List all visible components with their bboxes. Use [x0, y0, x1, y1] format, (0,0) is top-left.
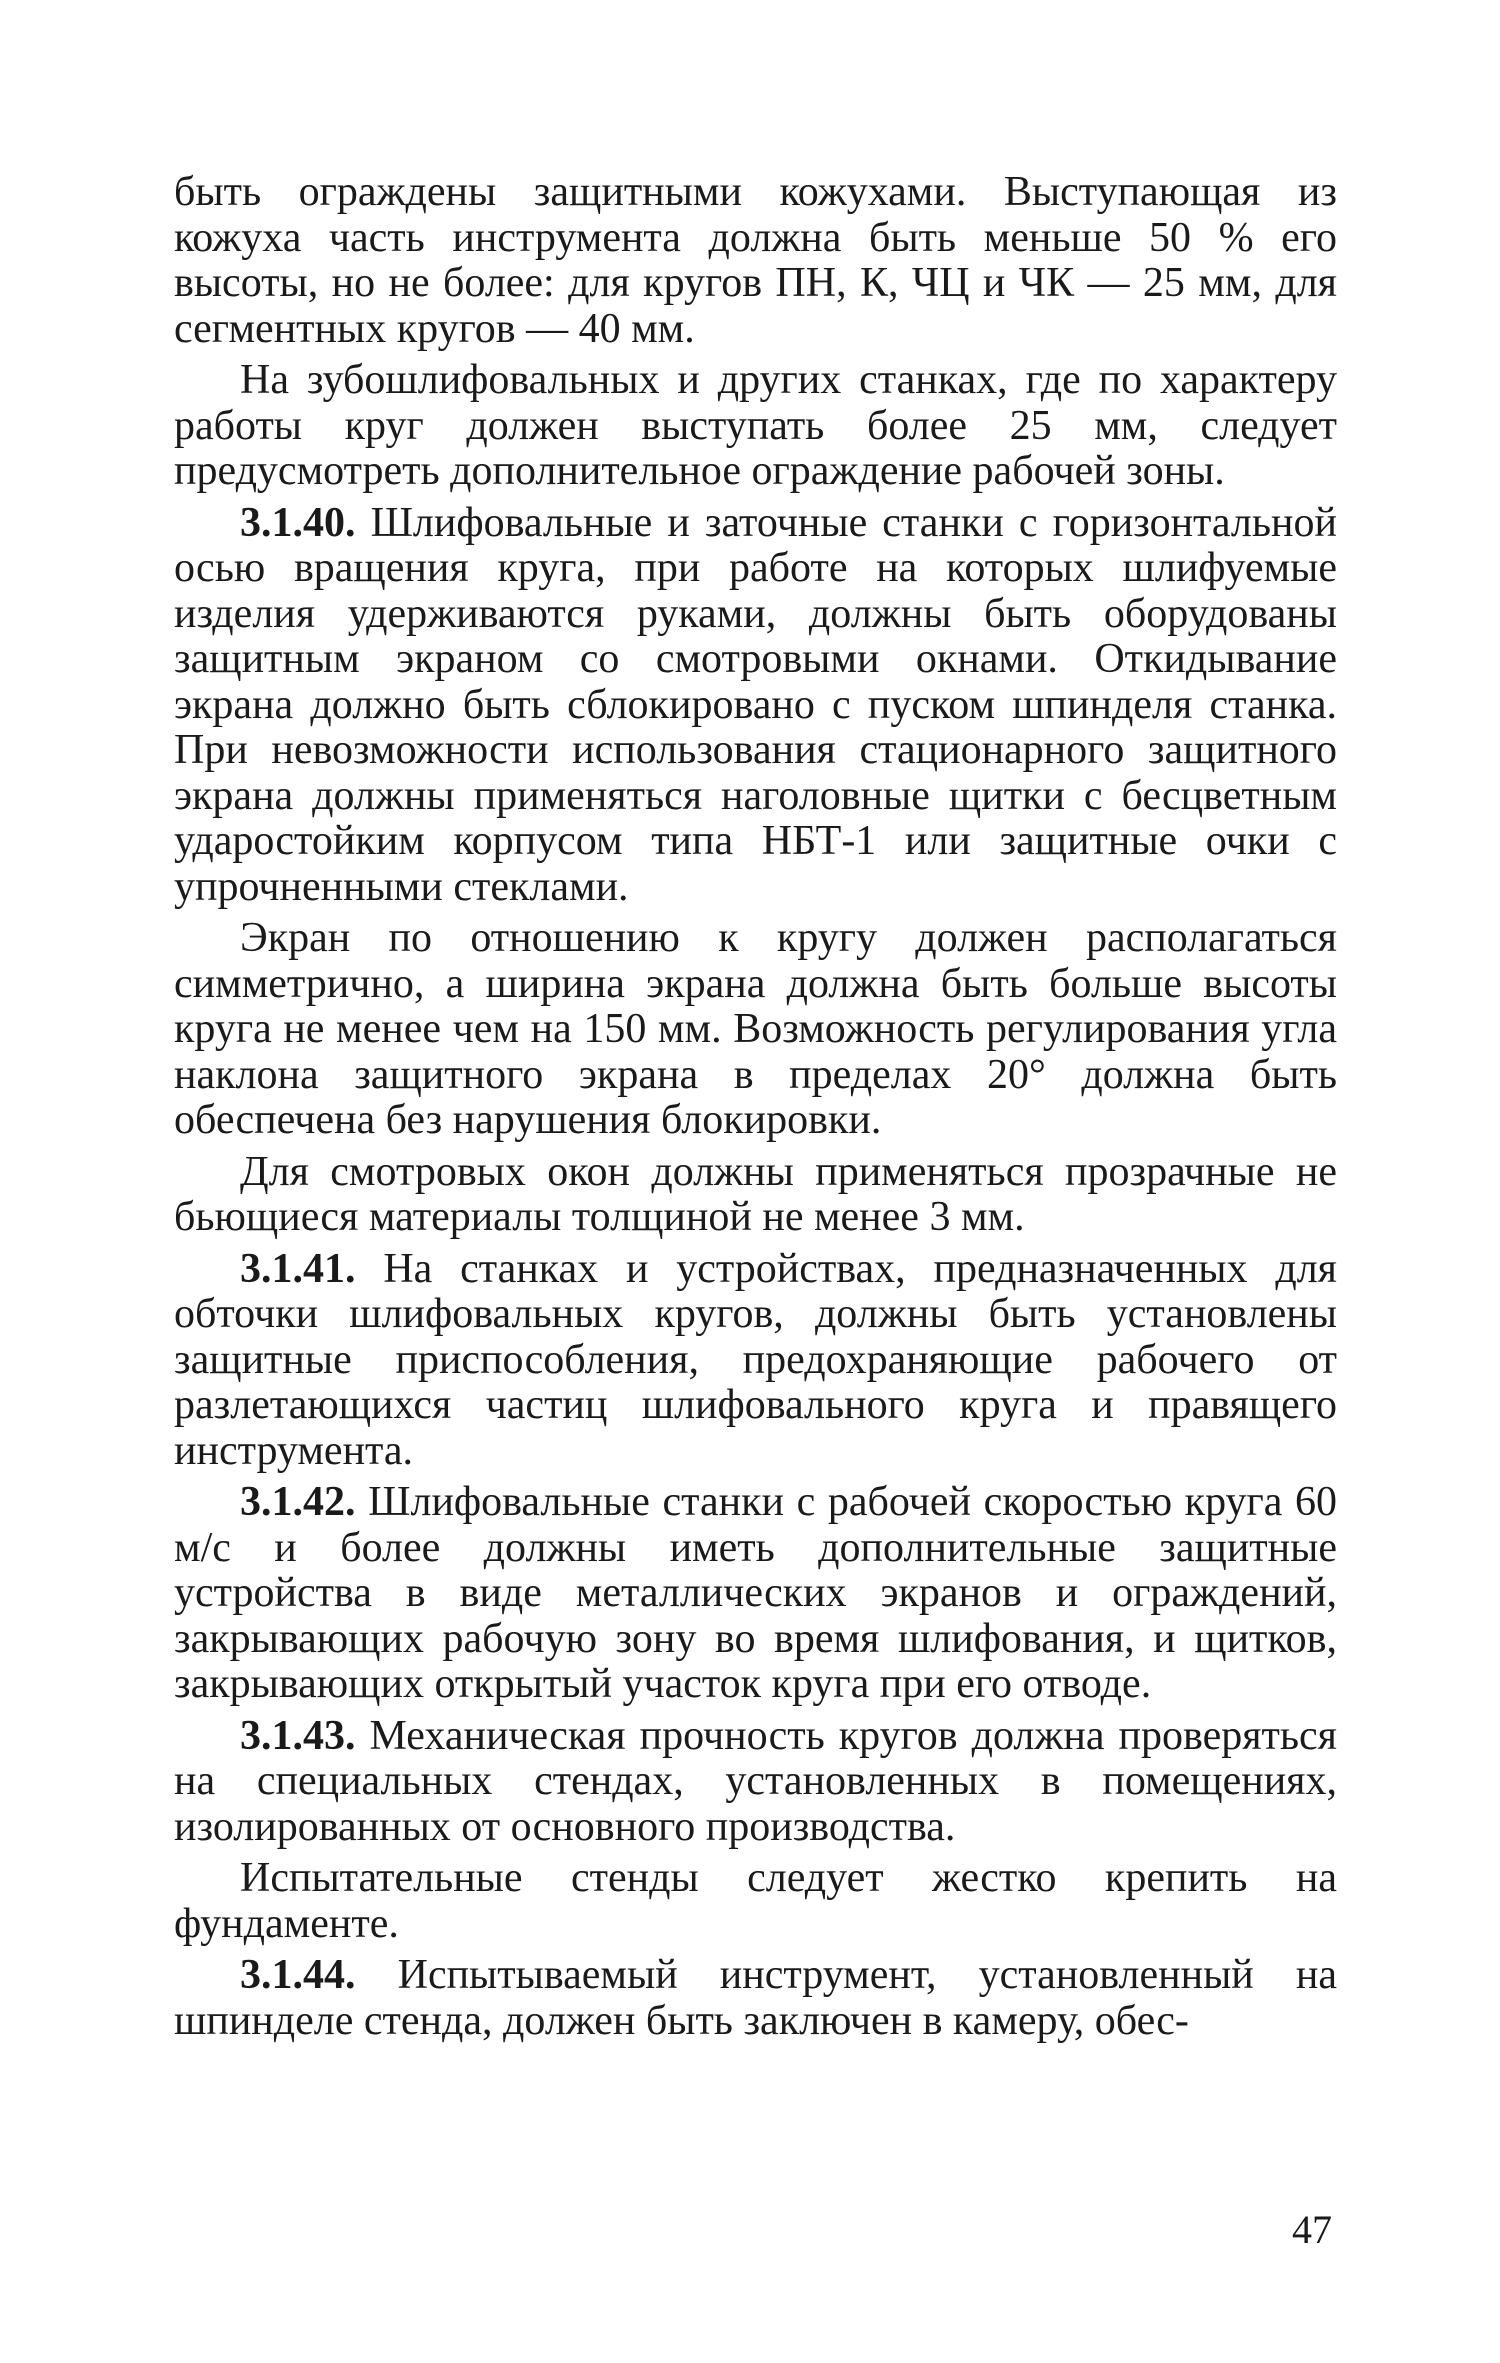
paragraph-text: Механическая прочность кругов должна проверяться на специальных стендах, установленных в помещениях, изолированных от основного производства.	[174, 1712, 1338, 1850]
section-3-1-41	[174, 1247, 1337, 1475]
section-number: 3.1.44.	[240, 1952, 356, 1998]
paragraph-1	[174, 170, 1337, 352]
section-number: 3.1.42.	[240, 1479, 356, 1525]
paragraph-text: Испытательные стенды следует жестко крепить на фундаменте.	[174, 1855, 1337, 1947]
paragraph-text: Для смотровых окон должны применяться прозрачные не бьющиеся материалы толщиной не менее 3 мм.	[174, 1148, 1337, 1240]
paragraph-text: На станках и устройствах, предназначенных для обточки шлифовальных кругов, должны быть установлены защитные приспособления, предохраняющие рабочего от разлетающихся частиц шлифовального круга и правящего инструмента.	[174, 1245, 1337, 1474]
paragraph-5	[174, 1150, 1337, 1241]
section-number: 3.1.41.	[240, 1245, 356, 1292]
paragraph-text: быть ограждены защитными кожухами. Выступающая из кожуха часть инструмента должна быть меньше 50 % его высоты, но не более: для кругов ПН, К, ЧЦ и ЧК — 25 мм, для сегментных кругов — 40 мм.	[174, 169, 1337, 352]
section-number: 3.1.43.	[240, 1712, 356, 1759]
paragraph-text: Шлифовальные и заточные станки с горизонтальной осью вращения круга, при работе на которых шлифуемые изделия удерживаются руками, должны быть оборудованы защитным экраном со смотровыми окнами. Откидывание экрана должно быть сблокировано с пуском шпинделя станка. При невозможности использования стационарного защитного экрана должны применяться наголовные щитки с бесцветным ударостойким корпусом типа НБТ-1 или защитные очки с упрочненными стеклами.	[174, 499, 1337, 910]
section-3-1-44	[174, 1953, 1337, 2044]
section-3-1-43	[174, 1714, 1337, 1851]
paragraph-4	[174, 916, 1337, 1144]
paragraph-text: Испытываемый инструмент, установленный на шпинделе стенда, должен быть заключен в камеру, обес-	[174, 1952, 1338, 2044]
paragraph-9	[174, 1856, 1337, 1947]
paragraph-text: На зубошлифовальных и других станках, где по характеру работы круг должен выступать более 25 мм, следует предусмотреть дополнительное ограждение рабочей зоны.	[174, 357, 1337, 494]
page-body	[174, 170, 1337, 2050]
paragraph-text: Экран по отношению к кругу должен располагаться симметрично, а ширина экрана должна быть больше высоты круга не менее чем на 150 мм. Возможность регулирования угла наклона защитного экрана в пределах 20° должна быть обеспечена без нарушения блокировки.	[174, 915, 1337, 1143]
section-number: 3.1.40.	[240, 499, 356, 546]
page-number: 47	[1292, 2207, 1332, 2252]
section-3-1-40	[174, 501, 1337, 911]
paragraph-2	[174, 358, 1337, 495]
paragraph-text: Шлифовальные станки с рабочей скоростью круга 60 м/с и более должны иметь дополнительные защитные устройства в виде металлических экранов и ограждений, закрывающих рабочую зону во время шлифования, и щитков, закрывающих открытый участок круга при его отводе.	[174, 1479, 1338, 1707]
section-3-1-42	[174, 1480, 1337, 1708]
